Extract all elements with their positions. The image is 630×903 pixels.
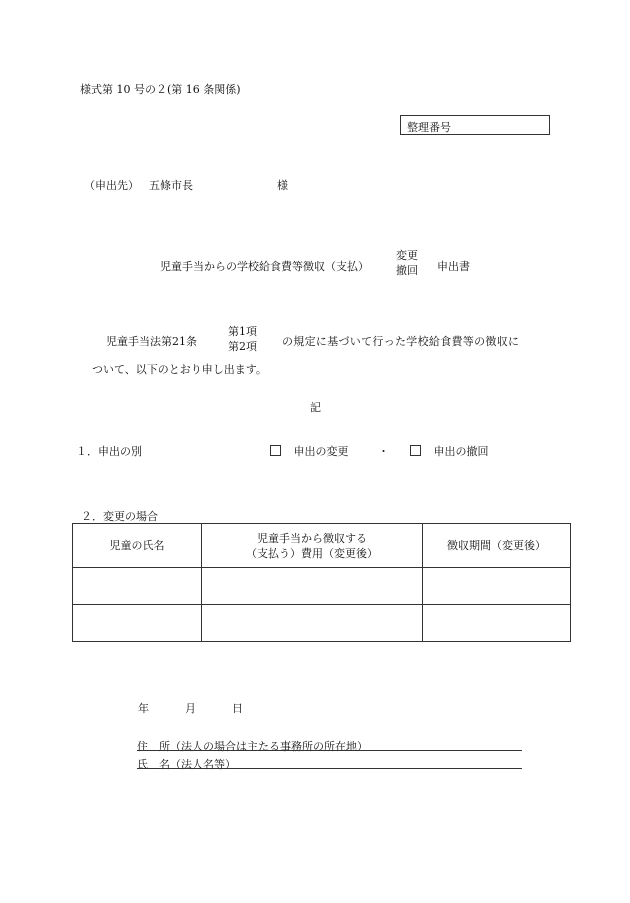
clause-2: 第2項 [228,340,257,353]
cell-fee[interactable] [202,568,423,605]
checkbox-change[interactable] [270,445,281,456]
col-period: 徴収期間（変更後） [423,524,571,568]
col-fee-line1: 児童手当から徴収する [257,531,367,545]
date-day: 日 [232,702,243,715]
title-suffix: 申出書 [437,260,470,273]
date-month: 月 [185,702,196,715]
cell-child-name[interactable] [73,605,202,642]
addressee-label: （申出先） [84,179,139,192]
cell-period[interactable] [423,605,571,642]
checkbox-withdraw[interactable] [410,445,421,456]
item2-label: ２．変更の場合 [81,510,158,523]
law-prefix: 児童手当法第21条 [106,335,197,348]
cell-fee[interactable] [202,605,423,642]
cell-child-name[interactable] [73,568,202,605]
table-row [73,605,571,642]
title-option-stack [396,248,418,278]
item1-label: １．申出の別 [76,445,142,458]
address-underline[interactable] [137,750,522,751]
change-table [72,523,571,642]
reference-number-label: 整理番号 [407,121,451,134]
title-option-change: 変更 [396,249,418,262]
choice-separator: ・ [378,445,389,458]
document-title: 児童手当からの学校給食費等徴収（支払） [160,260,369,273]
date-year: 年 [138,702,149,715]
title-option-withdraw: 撤回 [396,264,418,277]
choice-change-label: 申出の変更 [293,445,349,458]
intro-line2: ついて、以下のとおり申し出ます。 [92,363,267,376]
col-fee-line2: （支払う）費用（変更後） [246,546,378,560]
address-label: 住 所（法人の場合は主たる事務所の所在地） [137,740,368,753]
name-underline[interactable] [137,768,522,769]
table-header-row [73,524,571,568]
intro-line1-rest: の規定に基づいて行った学校給食費等の徴収に [282,335,520,348]
form-number: 様式第 10 号の２(第 16 条関係) [80,83,241,96]
col-child-name: 児童の氏名 [73,524,202,568]
honorific: 様 [277,179,288,192]
table-row [73,568,571,605]
choice-withdraw-label: 申出の撤回 [433,445,489,458]
name-label: 氏 名（法人名等） [137,758,236,771]
clause-1: 第1項 [228,325,257,338]
cell-period[interactable] [423,568,571,605]
choice-change[interactable] [270,443,349,459]
choice-withdraw[interactable] [410,443,489,459]
ki-heading: 記 [310,401,321,414]
mayor-name: 五條市長 [149,179,193,192]
clause-stack [228,324,257,354]
reference-number-box[interactable] [400,115,550,135]
col-fee [202,524,423,568]
